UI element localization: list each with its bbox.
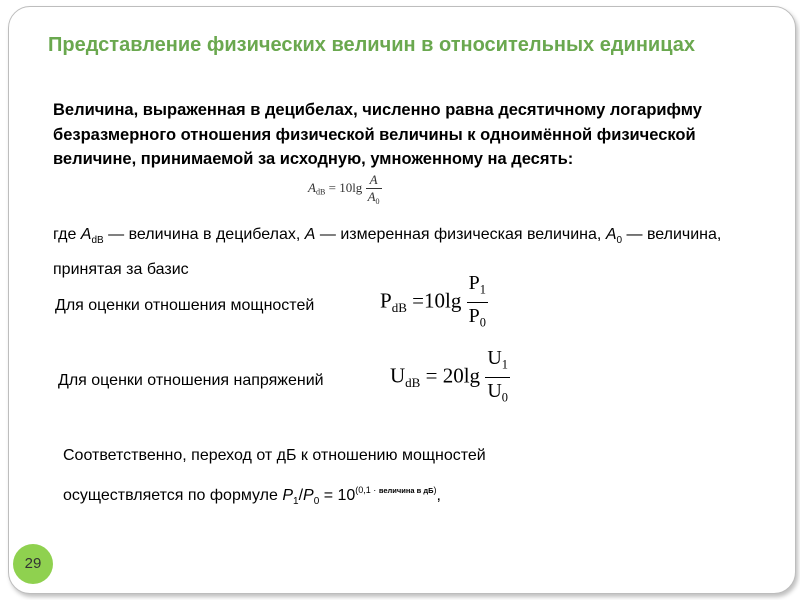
voltage-lhs: U: [390, 363, 406, 388]
voltage-lhs-sub: dB: [405, 375, 421, 391]
conclusion-eq: = 10: [319, 487, 356, 504]
formula-fraction: [366, 172, 382, 206]
where-var-3-sub: 0: [616, 235, 623, 247]
power-formula: [380, 270, 488, 336]
where-var-2: A: [304, 226, 316, 243]
power-den: P: [468, 305, 480, 328]
voltage-eq: = 20lg: [425, 363, 481, 388]
power-lhs: P: [380, 288, 392, 313]
decibel-formula: [308, 172, 382, 206]
voltage-fraction: [485, 345, 510, 411]
conclusion-p0: P: [303, 487, 314, 504]
slide-title: Представление физических величин в относительных единицах: [48, 34, 695, 56]
formula-lhs-sub: dB: [315, 187, 326, 197]
conclusion-tail: ,: [436, 487, 441, 504]
power-fraction: [467, 270, 488, 336]
conclusion-slash: /: [298, 487, 304, 504]
power-num: P: [468, 272, 480, 294]
formula-den: A: [367, 189, 376, 204]
conclusion-p1-sub: 1: [293, 496, 299, 508]
where-text-1: где: [53, 226, 81, 243]
voltage-num: U: [487, 347, 502, 369]
conclusion-p1: P: [282, 487, 294, 504]
power-num-sub: 1: [479, 282, 486, 297]
where-var-3: A: [605, 226, 617, 243]
power-den-sub: 0: [479, 315, 486, 330]
where-var-1-sub: dB: [91, 235, 104, 247]
power-label: Для оценки отношения мощностей: [55, 297, 315, 314]
formula-num: A: [369, 172, 378, 187]
exponent-b: величина в дБ: [378, 486, 434, 495]
power-eq: =10lg: [412, 288, 462, 313]
where-text-4: — величина, принятая за базис: [53, 226, 722, 279]
conclusion-p0-sub: 0: [313, 496, 320, 508]
exponent-c: ): [433, 485, 437, 495]
exponent-a: (0,1 ·: [355, 485, 379, 495]
voltage-den-sub: 0: [501, 390, 508, 405]
conclusion-text: осуществляется по формуле: [63, 487, 283, 504]
voltage-den: U: [487, 380, 502, 403]
conclusion-line-1: Соответственно, переход от дБ к отношению мощностей: [63, 447, 486, 464]
where-text-3: — измеренная физическая величина,: [315, 226, 606, 243]
formula-den-sub: 0: [375, 196, 380, 206]
conclusion-line-2: [63, 485, 441, 507]
power-lhs-sub: dB: [391, 300, 407, 316]
voltage-label: Для оценки отношения напряжений: [58, 372, 324, 389]
formula-lhs: A: [308, 179, 316, 195]
page-number-badge: 29: [13, 544, 53, 584]
voltage-num-sub: 1: [501, 357, 508, 372]
formula-eq: = 10lg: [328, 179, 363, 195]
where-text-2: — величина в децибелах,: [103, 226, 305, 243]
definition-text: Величина, выраженная в децибелах, численно равна десятичному логарифму безразмерного отношения физической величины к одноимённой физической величине, принимаемой за исходную, умноженному на десять:: [53, 101, 702, 168]
where-var-1: A: [80, 226, 92, 243]
conclusion-exponent: [355, 485, 436, 495]
voltage-formula: [390, 345, 510, 411]
